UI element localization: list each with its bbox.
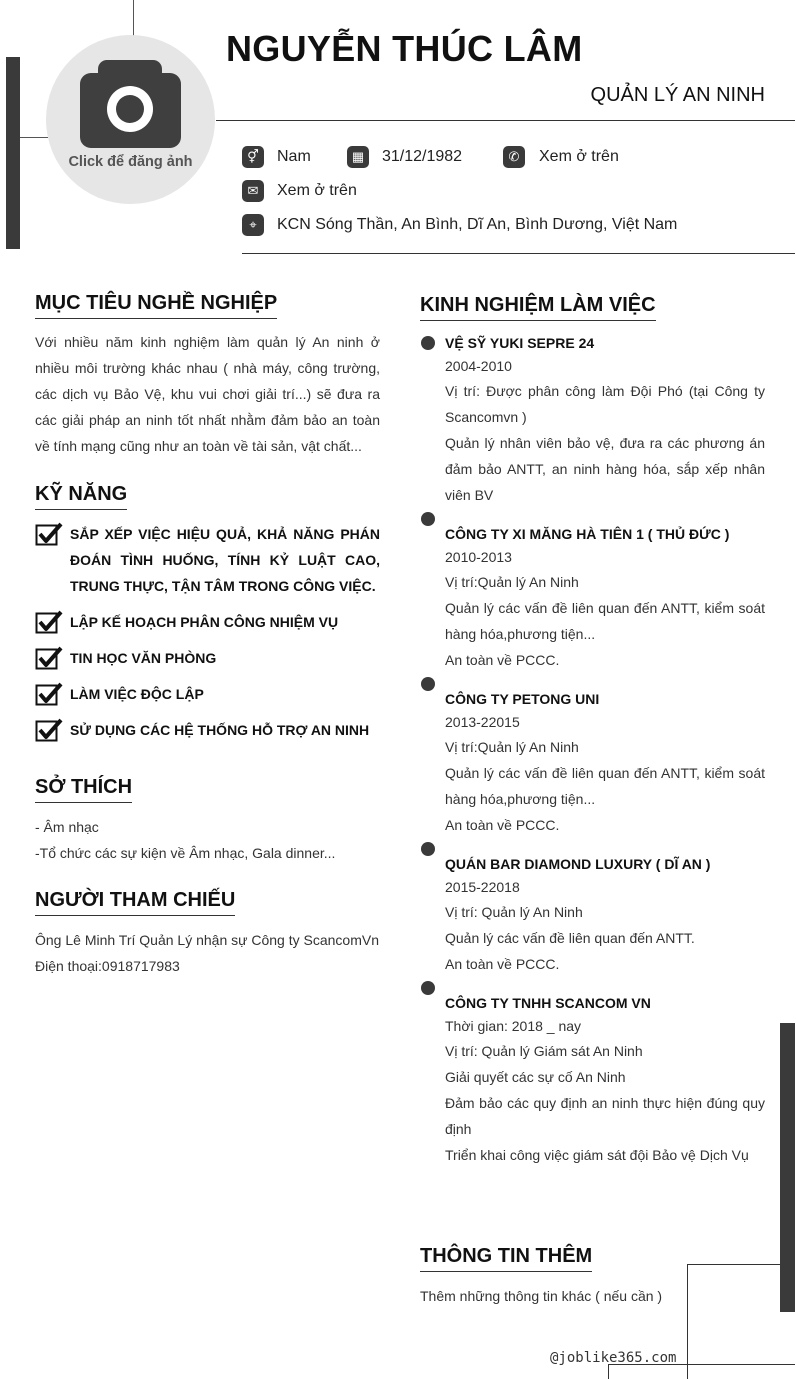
birthday-value: 31/12/1982	[382, 148, 463, 165]
work-period: 2015-22018	[445, 879, 520, 895]
job-title: QUẢN LÝ AN NINH	[590, 84, 765, 106]
avatar-hint: Click để đăng ảnh	[68, 154, 193, 170]
phone-value: Xem ở trên	[539, 148, 619, 165]
objective-title: MỤC TIÊU NGHỀ NGHIỆP	[35, 292, 277, 319]
work-detail: Giải quyết các sự cố An Ninh	[445, 1069, 626, 1085]
company-name: CÔNG TY PETONG UNI	[445, 691, 600, 707]
checkbox-icon	[35, 646, 63, 670]
watermark: @joblike365.com	[550, 1350, 677, 1366]
work-detail: An toàn về PCCC.	[445, 817, 560, 833]
work-detail: Quản lý các vấn đề liên quan đến ANTT, kiểm soát hàng hóa,phương tiện...	[445, 600, 765, 642]
experience-title: KINH NGHIỆM LÀM VIỆC	[420, 294, 656, 321]
candidate-name: NGUYỄN THÚC LÂM	[226, 28, 583, 69]
work-detail: An toàn về PCCC.	[445, 652, 560, 668]
work-detail: Quản lý nhân viên bảo vệ, đưa ra các phương án đảm bảo ANTT, an ninh hàng hóa, sắp xếp nhân viên BV	[445, 435, 765, 503]
decorative-bar-left	[6, 57, 20, 249]
timeline-dot-icon	[421, 981, 435, 995]
skills-title: KỸ NĂNG	[35, 483, 127, 510]
company-name: QUÁN BAR DIAMOND LUXURY ( DĨ AN )	[445, 856, 711, 872]
avatar-upload[interactable]	[46, 35, 215, 204]
decorative-bar-right	[780, 1023, 795, 1312]
reference-title: NGƯỜI THAM CHIẾU	[35, 889, 235, 916]
email-value: Xem ở trên	[277, 182, 357, 199]
gender-icon: ⚥	[242, 146, 264, 168]
work-detail: Vị trí:Quản lý An Ninh	[445, 574, 579, 590]
decorative-line	[687, 1264, 688, 1379]
work-period: Thời gian: 2018 _ nay	[445, 1018, 582, 1034]
work-detail: Quản lý các vấn đề liên quan đến ANTT, kiểm soát hàng hóa,phương tiện...	[445, 765, 765, 807]
reference-line: Ông Lê Minh Trí Quản Lý nhận sự Công ty ScancomVn	[35, 932, 379, 948]
work-period: 2013-22015	[445, 714, 520, 730]
gender-value: Nam	[277, 148, 311, 165]
checkbox-icon	[35, 718, 63, 742]
divider	[242, 253, 795, 254]
decorative-line	[608, 1364, 609, 1379]
skill-item: SẮP XẾP VIỆC HIỆU QUẢ, KHẢ NĂNG PHÁN ĐOÁN TÌNH HUỐNG, TÍNH KỶ LUẬT CAO, TRUNG THỰC, TẬN TÂM TRONG CÔNG VIỆC.	[70, 526, 380, 594]
phone-icon: ✆	[503, 146, 525, 168]
company-name: CÔNG TY XI MĂNG HÀ TIÊN 1 ( THỦ ĐỨC )	[445, 526, 730, 542]
reference-line: Điện thoại:0918717983	[35, 958, 180, 974]
timeline-dot-icon	[421, 842, 435, 856]
work-detail: Quản lý các vấn đề liên quan đến ANTT.	[445, 930, 695, 946]
timeline-dot-icon	[421, 512, 435, 526]
checkbox-icon	[35, 522, 63, 546]
skill-item: LẬP KẾ HOẠCH PHÂN CÔNG NHIỆM VỤ	[70, 614, 339, 630]
hobbies-title: SỞ THÍCH	[35, 776, 132, 803]
location-icon: ⌖	[242, 214, 264, 236]
extra-title: THÔNG TIN THÊM	[420, 1245, 592, 1272]
work-detail: Đảm bảo các quy định an ninh thực hiện đúng quy định	[445, 1095, 765, 1137]
work-detail: Triển khai công việc giám sát đội Bảo vệ Dịch Vụ	[445, 1147, 749, 1163]
email-icon: ✉	[242, 180, 264, 202]
address-value: KCN Sóng Thần, An Bình, Dĩ An, Bình Dương, Việt Nam	[277, 216, 678, 233]
checkbox-icon	[35, 682, 63, 706]
company-name: VỆ SỸ YUKI SEPRE 24	[445, 335, 595, 351]
skill-item: TIN HỌC VĂN PHÒNG	[70, 650, 217, 666]
hobby-line: - Âm nhạc	[35, 819, 99, 835]
decorative-line	[20, 137, 48, 138]
company-name: CÔNG TY TNHH SCANCOM VN	[445, 995, 651, 1011]
extra-text: Thêm những thông tin khác ( nếu cần )	[420, 1288, 663, 1304]
work-detail: Vị trí: Được phân công làm Đội Phó (tại Công ty Scancomvn )	[445, 383, 765, 425]
decorative-line	[133, 0, 134, 36]
hobby-line: -Tổ chức các sự kiện về Âm nhạc, Gala dinner...	[35, 845, 336, 861]
work-detail: Vị trí: Quản lý An Ninh	[445, 904, 583, 920]
work-period: 2004-2010	[445, 358, 512, 374]
calendar-icon: ▦	[347, 146, 369, 168]
skill-item: SỬ DỤNG CÁC HỆ THỐNG HỖ TRỢ AN NINH	[70, 722, 370, 738]
work-detail: Vị trí:Quản lý An Ninh	[445, 739, 579, 755]
timeline-dot-icon	[421, 677, 435, 691]
work-detail: Vị trí: Quản lý Giám sát An Ninh	[445, 1043, 643, 1059]
objective-text: Với nhiều năm kinh nghiệm làm quản lý An ninh ở nhiều môi trường khác nhau ( nhà máy, công trường, các dịch vụ Bảo Vệ, khu vui chơi giải trí...) sẽ đưa ra các giải pháp an ninh tốt nhất nhằm đảm bảo an toàn về tính mạng cũng như an toàn về tài sản, vật chất...	[35, 334, 380, 454]
work-period: 2010-2013	[445, 549, 512, 565]
decorative-line	[687, 1264, 780, 1265]
divider	[216, 120, 795, 121]
work-detail: An toàn về PCCC.	[445, 956, 560, 972]
skill-item: LÀM VIỆC ĐỘC LẬP	[70, 686, 204, 702]
timeline-dot-icon	[421, 336, 435, 350]
checkbox-icon	[35, 610, 63, 634]
